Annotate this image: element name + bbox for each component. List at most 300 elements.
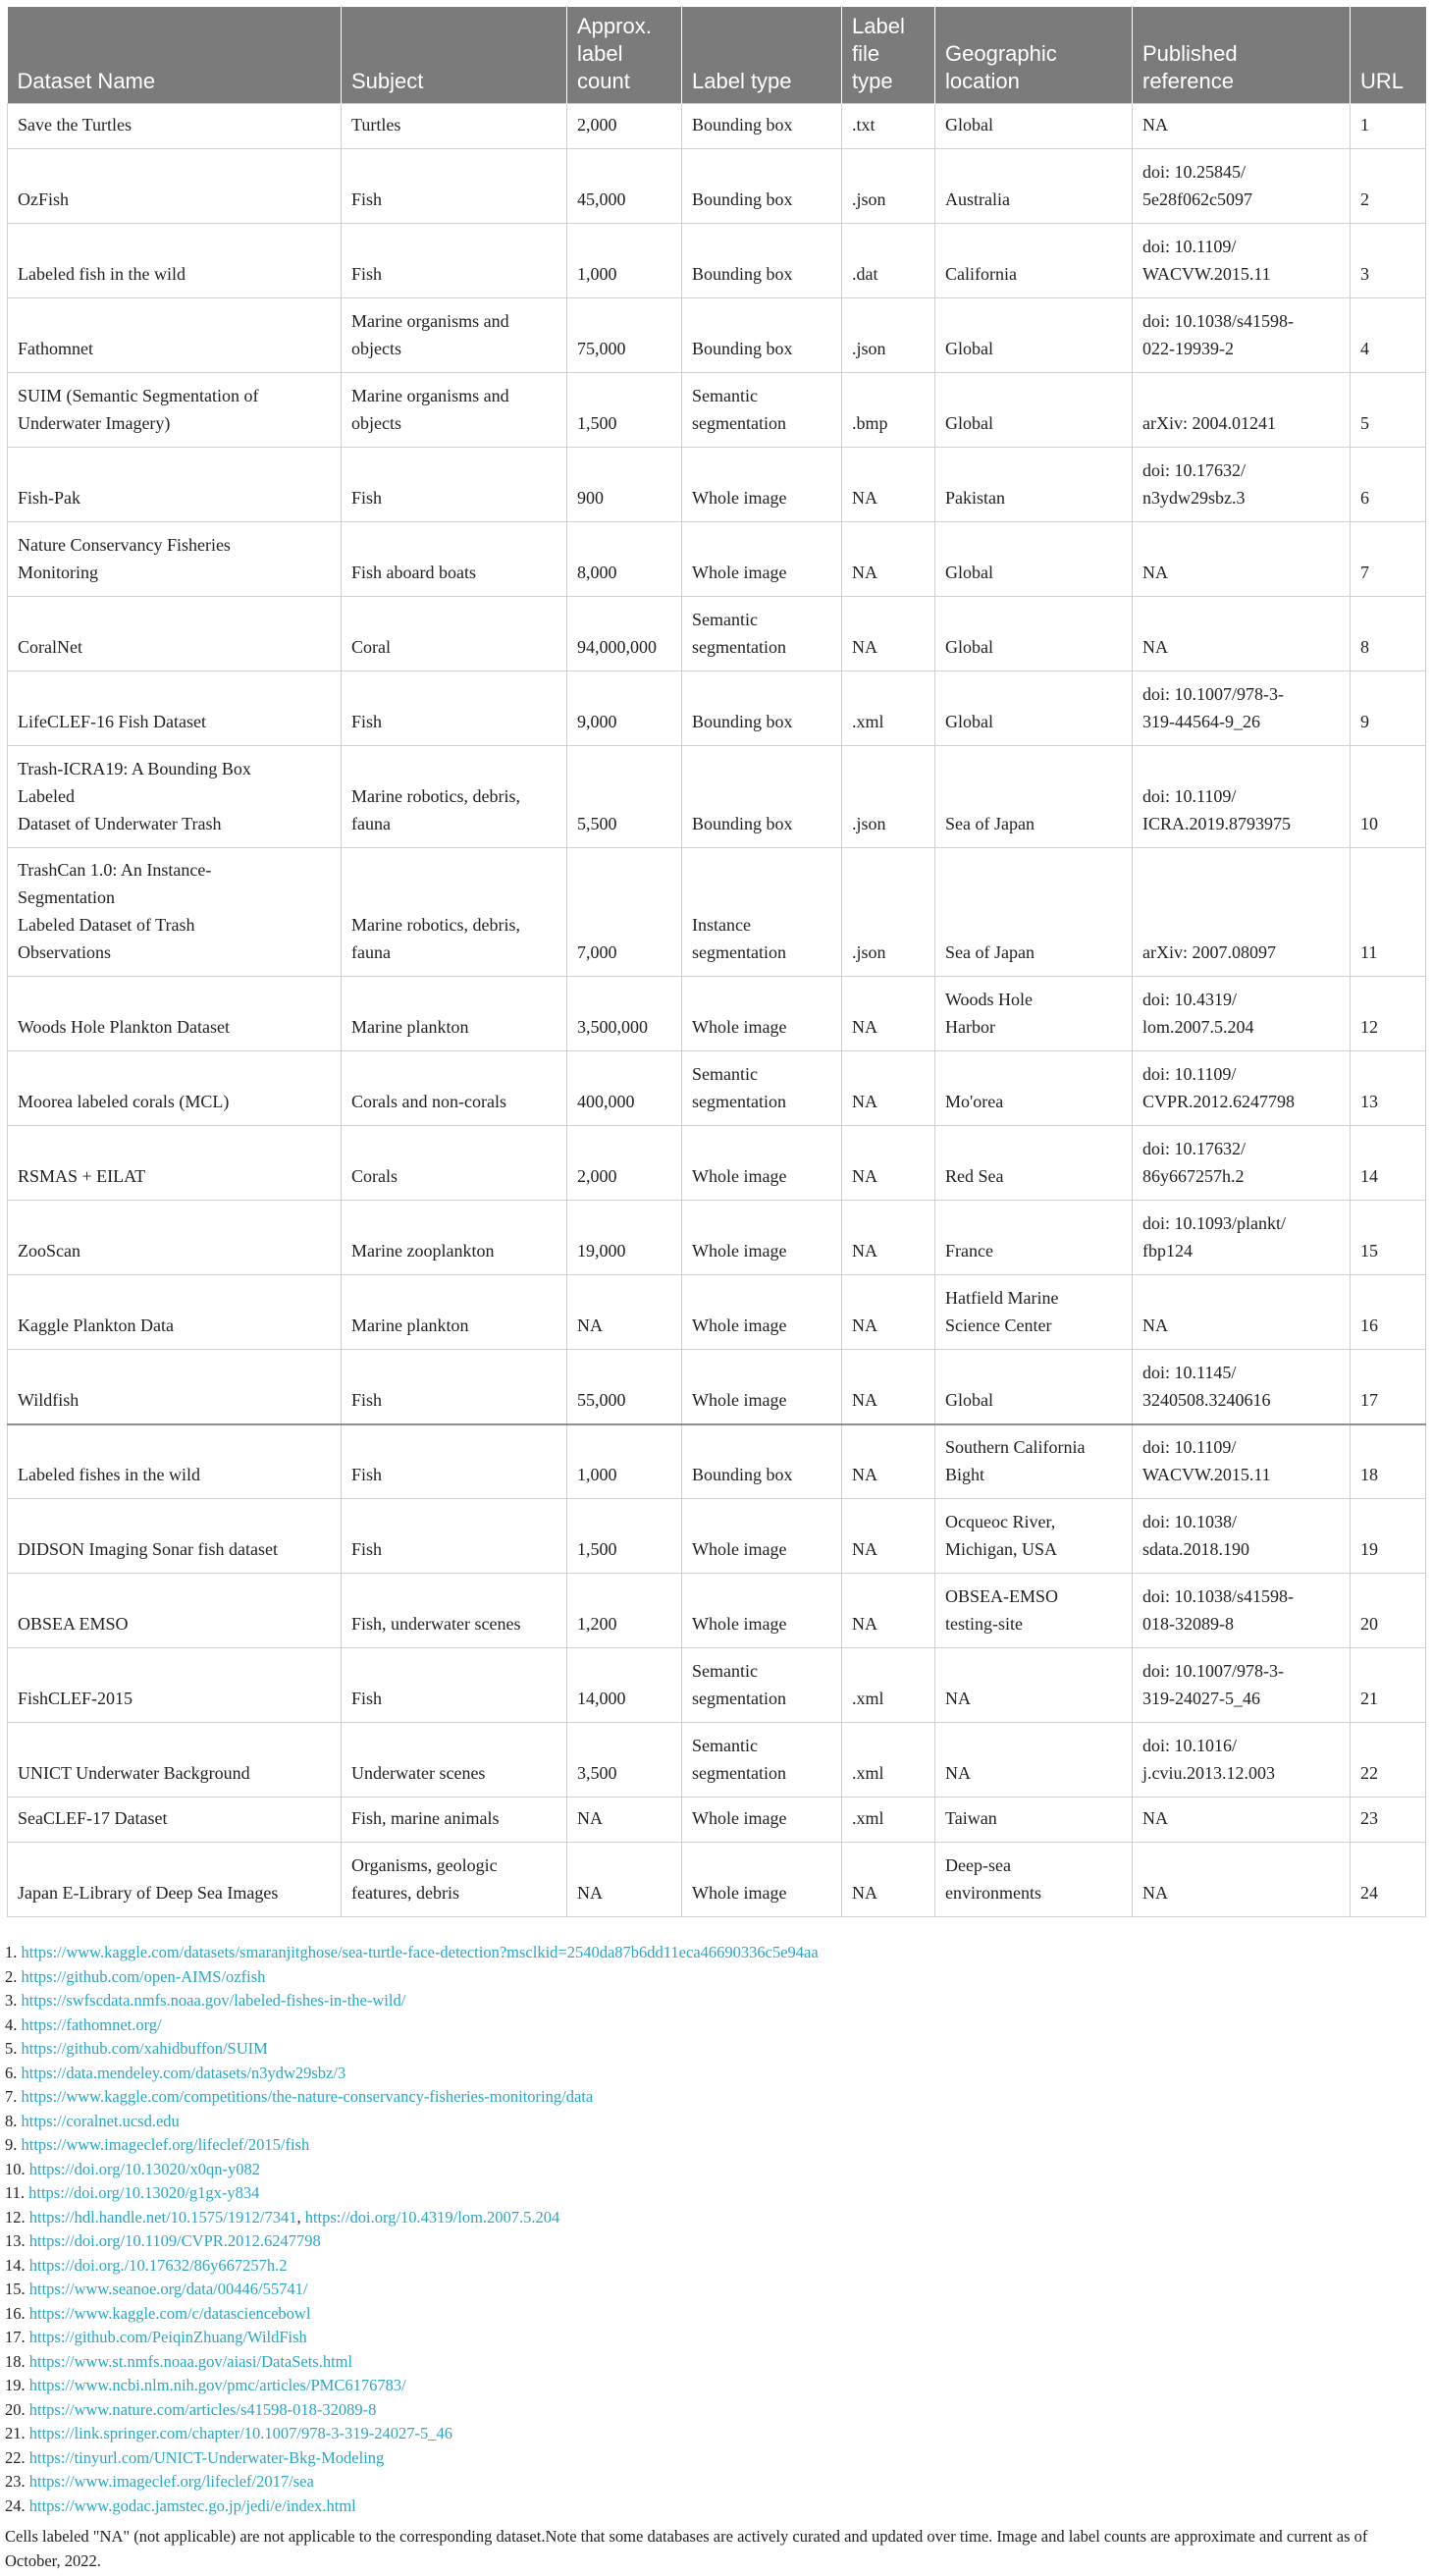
cell-url-ref: 20 — [1351, 1574, 1426, 1648]
cell-geographic-location: Global — [935, 671, 1133, 746]
footnote-number: 12. — [5, 2207, 26, 2227]
cell-label-type: Whole image — [682, 1350, 842, 1424]
cell-geographic-location: Taiwan — [935, 1798, 1133, 1843]
footnote-line — [5, 2374, 1426, 2398]
table-row — [8, 448, 1426, 522]
cell-label-type: Whole image — [682, 1574, 842, 1648]
cell-published-reference: doi: 10.1109/ ICRA.2019.8793975 — [1133, 746, 1351, 848]
cell-dataset-name: DIDSON Imaging Sonar fish dataset — [8, 1499, 342, 1574]
cell-geographic-location: Sea of Japan — [935, 746, 1133, 848]
cell-dataset-name: Moorea labeled corals (MCL) — [8, 1051, 342, 1126]
cell-label-count: 1,500 — [567, 1499, 682, 1574]
cell-geographic-location: Global — [935, 597, 1133, 671]
footnote-link[interactable]: https://doi.org/10.1109/CVPR.2012.6247798 — [28, 2231, 321, 2250]
footnote-number: 6. — [5, 2063, 18, 2082]
cell-label-file-type: .bmp — [842, 373, 935, 448]
footnote-line — [5, 2037, 1426, 2062]
cell-published-reference: doi: 10.4319/ lom.2007.5.204 — [1133, 977, 1351, 1051]
cell-label-count: 900 — [567, 448, 682, 522]
cell-label-count: NA — [567, 1843, 682, 1917]
table-row — [8, 1574, 1426, 1648]
cell-url-ref: 17 — [1351, 1350, 1426, 1424]
cell-label-count: 400,000 — [567, 1051, 682, 1126]
cell-published-reference: doi: 10.1007/978-3- 319-44564-9_26 — [1133, 671, 1351, 746]
cell-label-type: Bounding box — [682, 224, 842, 298]
cell-published-reference: doi: 10.1109/ CVPR.2012.6247798 — [1133, 1051, 1351, 1126]
cell-subject: Corals and non-corals — [342, 1051, 567, 1126]
cell-subject: Marine robotics, debris, fauna — [342, 746, 567, 848]
table-row — [8, 746, 1426, 848]
footnote-number: 1. — [5, 1943, 18, 1961]
footnote-number: 22. — [5, 2447, 26, 2467]
cell-geographic-location: Woods Hole Harbor — [935, 977, 1133, 1051]
table-row — [8, 373, 1426, 448]
cell-label-file-type: NA — [842, 1574, 935, 1648]
cell-label-file-type: .xml — [842, 1723, 935, 1798]
cell-subject: Corals — [342, 1126, 567, 1201]
col-header-subject: Subject — [342, 7, 567, 104]
cell-label-count: 5,500 — [567, 746, 682, 848]
cell-url-ref: 19 — [1351, 1499, 1426, 1574]
cell-label-file-type: .json — [842, 149, 935, 224]
cell-label-file-type: NA — [842, 448, 935, 522]
cell-label-file-type: NA — [842, 1051, 935, 1126]
col-header-published-reference: Published reference — [1133, 7, 1351, 104]
cell-subject: Fish — [342, 448, 567, 522]
footnote-line — [5, 2254, 1426, 2279]
cell-subject: Fish — [342, 224, 567, 298]
cell-url-ref: 9 — [1351, 671, 1426, 746]
cell-url-ref: 7 — [1351, 522, 1426, 597]
cell-label-type: Bounding box — [682, 149, 842, 224]
table-row — [8, 104, 1426, 149]
cell-published-reference: doi: 10.1109/ WACVW.2015.11 — [1133, 224, 1351, 298]
cell-published-reference: NA — [1133, 104, 1351, 149]
cell-geographic-location: OBSEA-EMSO testing-site — [935, 1574, 1133, 1648]
footnote-line — [5, 2229, 1426, 2254]
table-header-row — [8, 7, 1426, 104]
cell-label-count: 7,000 — [567, 848, 682, 977]
cell-subject: Fish — [342, 149, 567, 224]
cell-dataset-name: Kaggle Plankton Data — [8, 1275, 342, 1350]
cell-label-count: 1,000 — [567, 1424, 682, 1499]
cell-geographic-location: Australia — [935, 149, 1133, 224]
cell-label-type: Whole image — [682, 1499, 842, 1574]
cell-subject: Fish — [342, 671, 567, 746]
footnote-number: 24. — [5, 2496, 26, 2515]
table-row — [8, 1424, 1426, 1499]
cell-label-file-type: NA — [842, 597, 935, 671]
cell-label-file-type: .dat — [842, 224, 935, 298]
cell-label-file-type: NA — [842, 1350, 935, 1424]
cell-geographic-location: Red Sea — [935, 1126, 1133, 1201]
cell-url-ref: 16 — [1351, 1275, 1426, 1350]
cell-subject: Fish aboard boats — [342, 522, 567, 597]
table-row — [8, 298, 1426, 373]
cell-url-ref: 1 — [1351, 104, 1426, 149]
cell-dataset-name: Nature Conservancy Fisheries Monitoring — [8, 522, 342, 597]
cell-label-file-type: .txt — [842, 104, 935, 149]
cell-geographic-location: Hatfield Marine Science Center — [935, 1275, 1133, 1350]
table-row — [8, 1350, 1426, 1424]
cell-label-count: 14,000 — [567, 1648, 682, 1723]
footnote-line — [5, 2398, 1426, 2423]
cell-label-type: Bounding box — [682, 671, 842, 746]
cell-label-type: Whole image — [682, 1126, 842, 1201]
cell-published-reference: doi: 10.1109/ WACVW.2015.11 — [1133, 1424, 1351, 1499]
footnote-link[interactable]: https://coralnet.ucsd.edu — [21, 2111, 180, 2130]
cell-label-file-type: NA — [842, 1843, 935, 1917]
cell-subject: Fish — [342, 1350, 567, 1424]
footnote-number: 2. — [5, 1966, 18, 1986]
cell-url-ref: 2 — [1351, 149, 1426, 224]
cell-url-ref: 21 — [1351, 1648, 1426, 1723]
footnote-line — [5, 2062, 1426, 2086]
footnote-line — [5, 2495, 1426, 2519]
cell-published-reference: doi: 10.1038/s41598- 022-19939-2 — [1133, 298, 1351, 373]
footnote-line — [5, 2446, 1426, 2471]
footnote-link[interactable]: https://github.com/PeiqinZhuang/WildFish — [28, 2328, 307, 2346]
cell-label-type: Bounding box — [682, 104, 842, 149]
cell-url-ref: 6 — [1351, 448, 1426, 522]
footnote-link[interactable]: https://www.nature.com/articles/s41598-018-32089-8 — [28, 2399, 377, 2419]
cell-label-file-type: NA — [842, 1499, 935, 1574]
footnote-link[interactable]: https://www.kaggle.com/competitions/the-nature-conservancy-fisheries-monitoring/data — [21, 2087, 594, 2106]
table-row — [8, 597, 1426, 671]
cell-subject: Fish — [342, 1424, 567, 1499]
cell-geographic-location: France — [935, 1201, 1133, 1275]
cell-url-ref: 11 — [1351, 848, 1426, 977]
cell-subject: Fish — [342, 1499, 567, 1574]
footnote-number: 23. — [5, 2472, 26, 2491]
table-footnote: Cells labeled "NA" (not applicable) are not applicable to the corresponding dataset.Note that some databases are actively curated and updated over time. Image and label counts are approximate and current as of October, 2022. — [5, 2527, 1368, 2570]
cell-label-count: 2,000 — [567, 104, 682, 149]
footnote-line — [5, 2110, 1426, 2134]
cell-geographic-location: Global — [935, 104, 1133, 149]
table-row — [8, 848, 1426, 977]
footnote-link[interactable]: https://www.kaggle.com/datasets/smaranjitghose/sea-turtle-face-detection?msclkid=2540da87b6dd11eca46690336c5e94aa — [21, 1943, 819, 1961]
cell-geographic-location: Pakistan — [935, 448, 1133, 522]
cell-dataset-name: TrashCan 1.0: An Instance- Segmentation Labeled Dataset of Trash Observations — [8, 848, 342, 977]
table-row — [8, 977, 1426, 1051]
cell-published-reference: doi: 10.17632/ n3ydw29sbz.3 — [1133, 448, 1351, 522]
footnote-link[interactable]: https://doi.org/10.13020/g1gx-y834 — [28, 2183, 260, 2202]
cell-geographic-location: Ocqueoc River, Michigan, USA — [935, 1499, 1133, 1574]
footnote-number: 3. — [5, 1991, 18, 2010]
url-footnotes — [5, 1941, 1426, 2518]
cell-dataset-name: SUIM (Semantic Segmentation of Underwater Imagery) — [8, 373, 342, 448]
cell-label-count: 1,000 — [567, 224, 682, 298]
cell-label-type: Semantic segmentation — [682, 1051, 842, 1126]
cell-label-count: 19,000 — [567, 1201, 682, 1275]
cell-dataset-name: CoralNet — [8, 597, 342, 671]
cell-dataset-name: FishCLEF-2015 — [8, 1648, 342, 1723]
cell-label-type: Semantic segmentation — [682, 373, 842, 448]
table-row — [8, 671, 1426, 746]
col-header-dataset-name: Dataset Name — [8, 7, 342, 104]
cell-label-file-type: NA — [842, 1126, 935, 1201]
footnote-link[interactable]: https://www.godac.jamstec.go.jp/jedi/e/index.html — [28, 2496, 356, 2515]
cell-label-count: 1,500 — [567, 373, 682, 448]
footnote-link[interactable]: https://github.com/open-AIMS/ozfish — [21, 1966, 266, 1986]
cell-url-ref: 14 — [1351, 1126, 1426, 1201]
cell-label-type: Whole image — [682, 1843, 842, 1917]
cell-published-reference: arXiv: 2007.08097 — [1133, 848, 1351, 977]
footnote-number: 16. — [5, 2303, 26, 2323]
footnote-link[interactable]: https://data.mendeley.com/datasets/n3ydw29sbz/3 — [21, 2063, 346, 2082]
cell-label-count: 94,000,000 — [567, 597, 682, 671]
footnote-link[interactable]: https://github.com/xahidbuffon/SUIM — [21, 2039, 268, 2058]
table-row — [8, 522, 1426, 597]
cell-published-reference: doi: 10.1145/ 3240508.3240616 — [1133, 1350, 1351, 1424]
cell-label-type: Semantic segmentation — [682, 597, 842, 671]
cell-published-reference: doi: 10.1038/s41598- 018-32089-8 — [1133, 1574, 1351, 1648]
cell-label-file-type: .json — [842, 848, 935, 977]
footnote-number: 5. — [5, 2039, 18, 2058]
footnote-line — [5, 2302, 1426, 2327]
cell-subject: Marine robotics, debris, fauna — [342, 848, 567, 977]
cell-published-reference: NA — [1133, 1798, 1351, 1843]
cell-dataset-name: SeaCLEF-17 Dataset — [8, 1798, 342, 1843]
cell-dataset-name: Save the Turtles — [8, 104, 342, 149]
cell-label-file-type: .json — [842, 298, 935, 373]
cell-label-file-type: NA — [842, 522, 935, 597]
cell-published-reference: doi: 10.17632/ 86y667257h.2 — [1133, 1126, 1351, 1201]
cell-label-count: 9,000 — [567, 671, 682, 746]
footnote-number: 13. — [5, 2231, 26, 2250]
col-header-url: URL — [1351, 7, 1426, 104]
cell-url-ref: 23 — [1351, 1798, 1426, 1843]
footnote-link[interactable]: https://hdl.handle.net/10.1575/1912/7341 — [28, 2207, 297, 2227]
table-row — [8, 1275, 1426, 1350]
cell-url-ref: 5 — [1351, 373, 1426, 448]
cell-label-type: Bounding box — [682, 746, 842, 848]
footnote-line — [5, 2085, 1426, 2110]
cell-published-reference: doi: 10.1007/978-3- 319-24027-5_46 — [1133, 1648, 1351, 1723]
cell-dataset-name: RSMAS + EILAT — [8, 1126, 342, 1201]
cell-label-count: 3,500 — [567, 1723, 682, 1798]
footnote-line: 12. https://hdl.handle.net/10.1575/1912/7341, https://doi.org/10.4319/lom.2007.5.204 — [5, 2207, 560, 2227]
table-row — [8, 224, 1426, 298]
cell-geographic-location: Mo'orea — [935, 1051, 1133, 1126]
cell-label-count: 8,000 — [567, 522, 682, 597]
cell-url-ref: 4 — [1351, 298, 1426, 373]
table-row — [8, 1723, 1426, 1798]
cell-subject: Turtles — [342, 104, 567, 149]
footnote-line — [5, 1989, 1426, 2013]
cell-subject: Marine plankton — [342, 977, 567, 1051]
footnote-link[interactable]: https://swfscdata.nmfs.noaa.gov/labeled-fishes-in-the-wild/ — [21, 1991, 406, 2010]
cell-label-count: NA — [567, 1798, 682, 1843]
footnote-number: 14. — [5, 2255, 26, 2275]
cell-geographic-location: Deep-sea environments — [935, 1843, 1133, 1917]
cell-url-ref: 24 — [1351, 1843, 1426, 1917]
cell-label-type: Whole image — [682, 977, 842, 1051]
cell-label-type: Whole image — [682, 1275, 842, 1350]
cell-label-count: 3,500,000 — [567, 977, 682, 1051]
cell-dataset-name: OBSEA EMSO — [8, 1574, 342, 1648]
footnote-line — [5, 2470, 1426, 2495]
table-row — [8, 1499, 1426, 1574]
cell-published-reference: NA — [1133, 522, 1351, 597]
cell-url-ref: 8 — [1351, 597, 1426, 671]
footnote-link[interactable]: https://doi.org./10.17632/86y667257h.2 — [28, 2255, 288, 2275]
cell-dataset-name: Fish-Pak — [8, 448, 342, 522]
cell-label-file-type: NA — [842, 1201, 935, 1275]
cell-label-count: 2,000 — [567, 1126, 682, 1201]
footnote-line — [5, 2133, 1426, 2158]
cell-dataset-name: Japan E-Library of Deep Sea Images — [8, 1843, 342, 1917]
cell-label-file-type: NA — [842, 1275, 935, 1350]
table-row — [8, 1201, 1426, 1275]
cell-geographic-location: Global — [935, 373, 1133, 448]
cell-label-file-type: .xml — [842, 1648, 935, 1723]
cell-dataset-name: Wildfish — [8, 1350, 342, 1424]
table-body — [8, 104, 1426, 1917]
footnote-link[interactable]: https://link.springer.com/chapter/10.1007/978-3-319-24027-5_46 — [28, 2424, 452, 2442]
cell-label-type: Semantic segmentation — [682, 1648, 842, 1723]
footnote-line — [5, 2158, 1426, 2182]
cell-label-file-type: .xml — [842, 671, 935, 746]
cell-label-file-type: NA — [842, 1424, 935, 1499]
cell-dataset-name: UNICT Underwater Background — [8, 1723, 342, 1798]
cell-published-reference: doi: 10.1016/ j.cviu.2013.12.003 — [1133, 1723, 1351, 1798]
col-header-label-type: Label type — [682, 7, 842, 104]
footnote-link[interactable]: https://www.seanoe.org/data/00446/55741/ — [28, 2280, 308, 2298]
footnote-line — [5, 1941, 1426, 1965]
cell-url-ref: 10 — [1351, 746, 1426, 848]
cell-dataset-name: LifeCLEF-16 Fish Dataset — [8, 671, 342, 746]
table-row — [8, 1798, 1426, 1843]
cell-url-ref: 12 — [1351, 977, 1426, 1051]
footnote-number: 10. — [5, 2159, 26, 2178]
table-row — [8, 1126, 1426, 1201]
cell-label-type: Whole image — [682, 1201, 842, 1275]
cell-url-ref: 15 — [1351, 1201, 1426, 1275]
footnote-number: 9. — [5, 2135, 18, 2154]
cell-label-count: 45,000 — [567, 149, 682, 224]
cell-url-ref: 3 — [1351, 224, 1426, 298]
cell-subject: Marine zooplankton — [342, 1201, 567, 1275]
cell-dataset-name: Woods Hole Plankton Dataset — [8, 977, 342, 1051]
cell-label-file-type: NA — [842, 977, 935, 1051]
cell-published-reference: NA — [1133, 597, 1351, 671]
cell-label-file-type: .xml — [842, 1798, 935, 1843]
dataset-table — [7, 7, 1426, 1917]
cell-published-reference: NA — [1133, 1275, 1351, 1350]
table-row — [8, 1051, 1426, 1126]
cell-published-reference: doi: 10.1038/ sdata.2018.190 — [1133, 1499, 1351, 1574]
footnote-number: 19. — [5, 2376, 26, 2394]
cell-subject: Marine organisms and objects — [342, 298, 567, 373]
footnote-link[interactable]: https://doi.org/10.4319/lom.2007.5.204 — [304, 2207, 560, 2227]
cell-subject: Coral — [342, 597, 567, 671]
cell-subject: Marine plankton — [342, 1275, 567, 1350]
footnote-line — [5, 2278, 1426, 2302]
cell-subject: Fish — [342, 1648, 567, 1723]
footnote-number: 11. — [5, 2183, 26, 2202]
cell-label-type: Whole image — [682, 522, 842, 597]
footnote-line — [5, 2326, 1426, 2350]
cell-dataset-name: OzFish — [8, 149, 342, 224]
footnote-number: 17. — [5, 2328, 26, 2346]
cell-dataset-name: Trash-ICRA19: A Bounding Box Labeled Dataset of Underwater Trash — [8, 746, 342, 848]
footnote-link[interactable]: https://www.st.nmfs.noaa.gov/aiasi/DataSets.html — [28, 2351, 353, 2371]
cell-dataset-name: Fathomnet — [8, 298, 342, 373]
cell-geographic-location: Southern California Bight — [935, 1424, 1133, 1499]
footnote-line — [5, 2181, 1426, 2206]
cell-published-reference: NA — [1133, 1843, 1351, 1917]
col-header-label-count: Approx. label count — [567, 7, 682, 104]
cell-label-count: 75,000 — [567, 298, 682, 373]
cell-subject: Fish, underwater scenes — [342, 1574, 567, 1648]
cell-geographic-location: Global — [935, 1350, 1133, 1424]
footnote-link[interactable]: https://www.imageclef.org/lifeclef/2015/fish — [21, 2135, 310, 2154]
cell-published-reference: doi: 10.1093/plankt/ fbp124 — [1133, 1201, 1351, 1275]
cell-subject: Organisms, geologic features, debris — [342, 1843, 567, 1917]
footnote-link[interactable]: https://doi.org/10.13020/x0qn-y082 — [28, 2159, 261, 2178]
footnote-link[interactable]: https://www.ncbi.nlm.nih.gov/pmc/articles/PMC6176783/ — [28, 2376, 406, 2394]
footnote-link[interactable]: https://www.kaggle.com/c/datasciencebowl — [28, 2303, 311, 2323]
cell-label-type: Whole image — [682, 448, 842, 522]
cell-label-type: Instance segmentation — [682, 848, 842, 977]
col-header-geographic-location: Geographic location — [935, 7, 1133, 104]
cell-geographic-location: Global — [935, 298, 1133, 373]
cell-url-ref: 13 — [1351, 1051, 1426, 1126]
cell-label-type: Bounding box — [682, 1424, 842, 1499]
cell-label-count: 55,000 — [567, 1350, 682, 1424]
table-row — [8, 149, 1426, 224]
footnote-number: 4. — [5, 2014, 18, 2034]
footnote-link[interactable]: https://tinyurl.com/UNICT-Underwater-Bkg-Modeling — [28, 2447, 385, 2467]
cell-geographic-location: Sea of Japan — [935, 848, 1133, 977]
footnote-line — [5, 2422, 1426, 2446]
cell-label-file-type: .json — [842, 746, 935, 848]
footnote-line — [5, 1965, 1426, 1990]
cell-url-ref: 18 — [1351, 1424, 1426, 1499]
footnote-number: 20. — [5, 2399, 26, 2419]
cell-url-ref: 22 — [1351, 1723, 1426, 1798]
footnote-link[interactable]: https://fathomnet.org/ — [21, 2014, 162, 2034]
cell-dataset-name: Labeled fishes in the wild — [8, 1424, 342, 1499]
footnote-link[interactable]: https://www.imageclef.org/lifeclef/2017/sea — [28, 2472, 314, 2491]
cell-geographic-location: California — [935, 224, 1133, 298]
footnote-number: 21. — [5, 2424, 26, 2442]
cell-subject: Fish, marine animals — [342, 1798, 567, 1843]
footnote-number: 18. — [5, 2351, 26, 2371]
table-row — [8, 1648, 1426, 1723]
col-header-label-file-type: Label file type — [842, 7, 935, 104]
footnote-line — [5, 2350, 1426, 2375]
cell-label-type: Bounding box — [682, 298, 842, 373]
footnote-number: 8. — [5, 2111, 18, 2130]
cell-label-count: NA — [567, 1275, 682, 1350]
cell-published-reference: arXiv: 2004.01241 — [1133, 373, 1351, 448]
cell-dataset-name: Labeled fish in the wild — [8, 224, 342, 298]
cell-label-type: Semantic segmentation — [682, 1723, 842, 1798]
cell-subject: Underwater scenes — [342, 1723, 567, 1798]
cell-subject: Marine organisms and objects — [342, 373, 567, 448]
footnote-number: 15. — [5, 2280, 26, 2298]
cell-geographic-location: Global — [935, 522, 1133, 597]
footnote-number: 7. — [5, 2087, 18, 2106]
cell-geographic-location: NA — [935, 1648, 1133, 1723]
cell-geographic-location: NA — [935, 1723, 1133, 1798]
footnote-line — [5, 2013, 1426, 2038]
cell-label-type: Whole image — [682, 1798, 842, 1843]
cell-label-count: 1,200 — [567, 1574, 682, 1648]
cell-dataset-name: ZooScan — [8, 1201, 342, 1275]
